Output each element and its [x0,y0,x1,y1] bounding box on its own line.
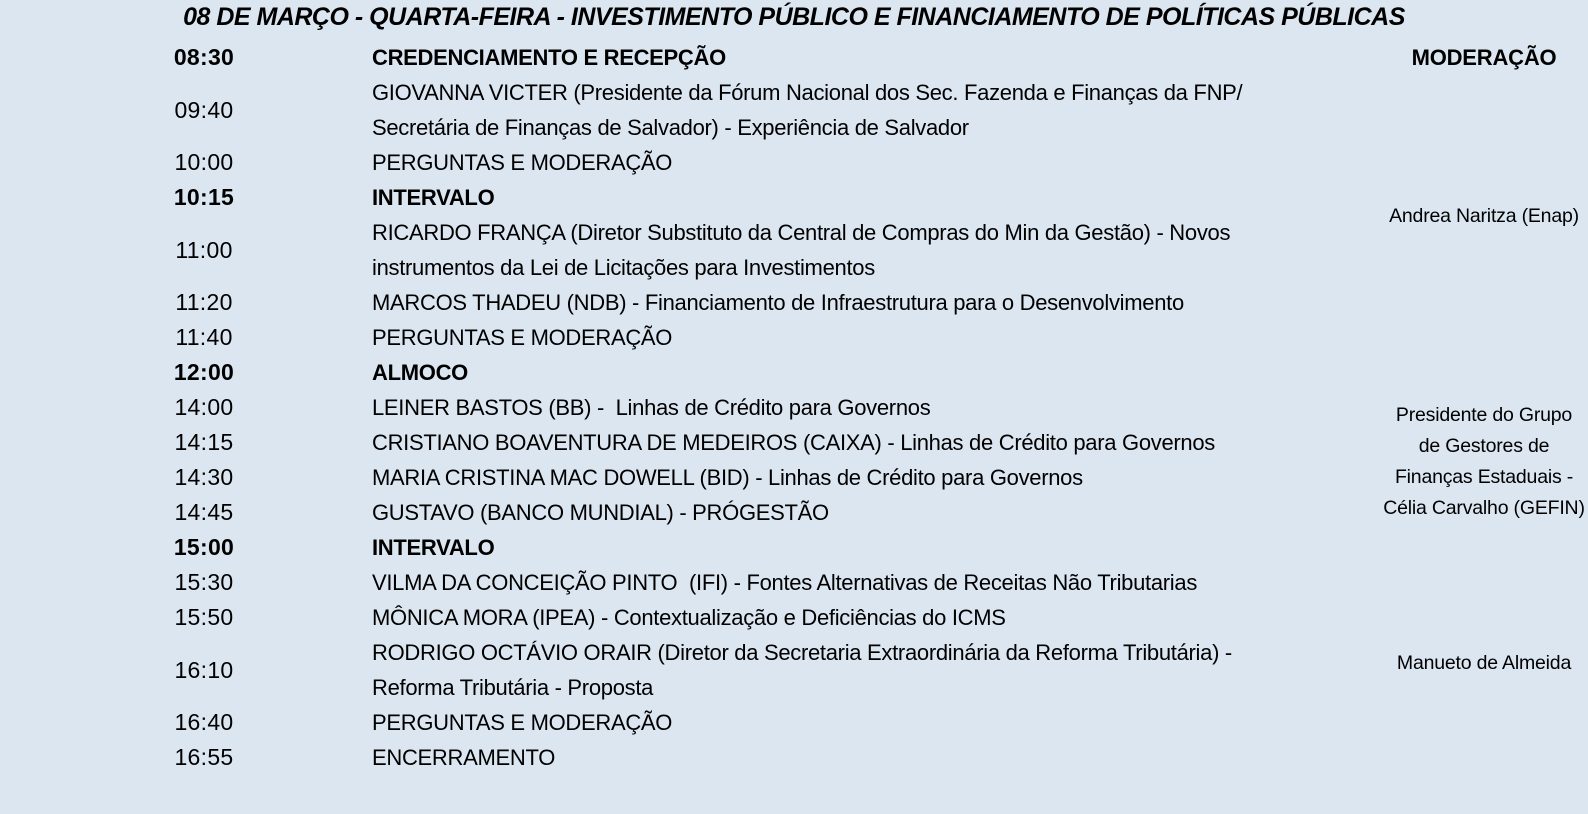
row-description-line: Secretária de Finanças de Salvador) - Experiência de Salvador [372,115,969,140]
schedule-row [0,495,1588,530]
row-description-line: RODRIGO OCTÁVIO ORAIR (Diretor da Secretaria Extraordinária da Reforma Tributária) - [372,640,1232,665]
row-description [372,740,555,775]
row-time: 16:10 [174,656,234,683]
row-time: 11:00 [175,236,233,263]
row-description-line: PERGUNTAS E MODERAÇÃO [372,325,673,350]
row-description-line: INTERVALO [372,185,495,210]
row-description-line: ENCERRAMENTO [372,745,556,770]
row-description-line: MÔNICA MORA (IPEA) - Contextualização e Deficiências do ICMS [372,605,1006,630]
moderator-entry [1380,400,1588,524]
row-description [372,600,1006,635]
schedule-row [0,705,1588,740]
schedule-row [0,390,1588,425]
row-time: 14:00 [174,394,234,420]
row-description [372,75,1242,145]
row-description [372,460,1083,495]
row-description-line: CRISTIANO BOAVENTURA DE MEDEIROS (CAIXA) - Linhas de Crédito para Governos [372,430,1215,455]
moderator-name-line: Manueto de Almeida [1396,652,1572,674]
schedule-row [0,460,1588,495]
schedule-row [0,285,1588,320]
row-time: 14:15 [174,429,234,455]
moderation-column-header: MODERAÇÃO [1411,45,1557,70]
row-description-line: GIOVANNA VICTER (Presidente da Fórum Nacional dos Sec. Fazenda e Finanças da FNP/ [372,80,1243,105]
schedule-row [0,740,1588,775]
row-description-line: ALMOCO [372,360,468,385]
row-description [372,495,829,530]
schedule-row [0,600,1588,635]
moderator-entry [1380,648,1588,679]
schedule-row [0,145,1588,180]
schedule-row [0,530,1588,565]
row-time: 11:40 [175,324,233,350]
row-time: 16:40 [174,709,234,735]
row-description-line: GUSTAVO (BANCO MUNDIAL) - PRÓGESTÃO [372,500,829,525]
schedule-row [0,40,1588,75]
row-description [372,565,1197,600]
row-description-line: CREDENCIAMENTO E RECEPÇÃO [372,45,726,70]
moderator-name-line: de Gestores de [1418,435,1550,457]
schedule-table [0,40,1588,775]
row-time: 15:00 [173,534,235,560]
moderator-name-line: Presidente do Grupo [1395,404,1573,426]
row-time: 14:45 [174,499,234,525]
row-description [372,145,672,180]
row-time: 10:15 [173,184,235,210]
row-time: 15:50 [174,604,234,630]
schedule-row [0,635,1588,705]
moderator-name-line: Andrea Naritza (Enap) [1389,205,1579,227]
row-description-line: Reforma Tributária - Proposta [372,675,654,700]
row-description [372,320,672,355]
schedule-row [0,215,1588,285]
row-description [372,705,672,740]
row-description [372,530,494,565]
row-description [372,355,468,390]
moderator-name-line: Célia Carvalho (GEFIN) [1383,497,1585,519]
row-time: 08:30 [173,44,235,70]
row-description-line: PERGUNTAS E MODERAÇÃO [372,710,673,735]
row-time: 12:00 [173,359,235,385]
row-time: 14:30 [174,464,234,490]
row-description-line: VILMA DA CONCEIÇÃO PINTO (IFI) - Fontes Alternativas de Receitas Não Tributarias [372,570,1198,595]
row-description-line: RICARDO FRANÇA (Diretor Substituto da Central de Compras do Min da Gestão) - Novos [372,220,1231,245]
schedule-row [0,565,1588,600]
row-time: 10:00 [174,149,234,175]
schedule-row [0,425,1588,460]
row-description-line: INTERVALO [372,535,495,560]
row-description-line: instrumentos da Lei de Licitações para Investimentos [372,255,875,280]
moderator-entry [1380,201,1588,232]
row-time: 11:20 [175,289,233,315]
row-description [372,215,1230,285]
row-description [372,425,1215,460]
schedule-row [0,180,1588,215]
row-description-line: MARIA CRISTINA MAC DOWELL (BID) - Linhas de Crédito para Governos [372,465,1083,490]
schedule-row [0,355,1588,390]
row-description [372,390,930,425]
schedule-row [0,75,1588,145]
row-description [372,180,494,215]
row-description [372,40,726,75]
row-description [372,635,1232,705]
row-description-line: PERGUNTAS E MODERAÇÃO [372,150,673,175]
schedule-row [0,320,1588,355]
row-time: 16:55 [174,744,234,770]
page-title: 08 DE MARÇO - QUARTA-FEIRA - INVESTIMENTO PÚBLICO E FINANCIAMENTO DE POLÍTICAS PÚBLICAS [183,3,1405,31]
row-description-line: MARCOS THADEU (NDB) - Financiamento de Infraestrutura para o Desenvolvimento [372,290,1184,315]
row-time: 09:40 [174,96,234,123]
row-time: 15:30 [174,569,234,595]
row-description [372,285,1184,320]
row-description-line: LEINER BASTOS (BB) - Linhas de Crédito para Governos [372,395,931,420]
moderator-name-line: Finanças Estaduais - [1394,466,1574,488]
